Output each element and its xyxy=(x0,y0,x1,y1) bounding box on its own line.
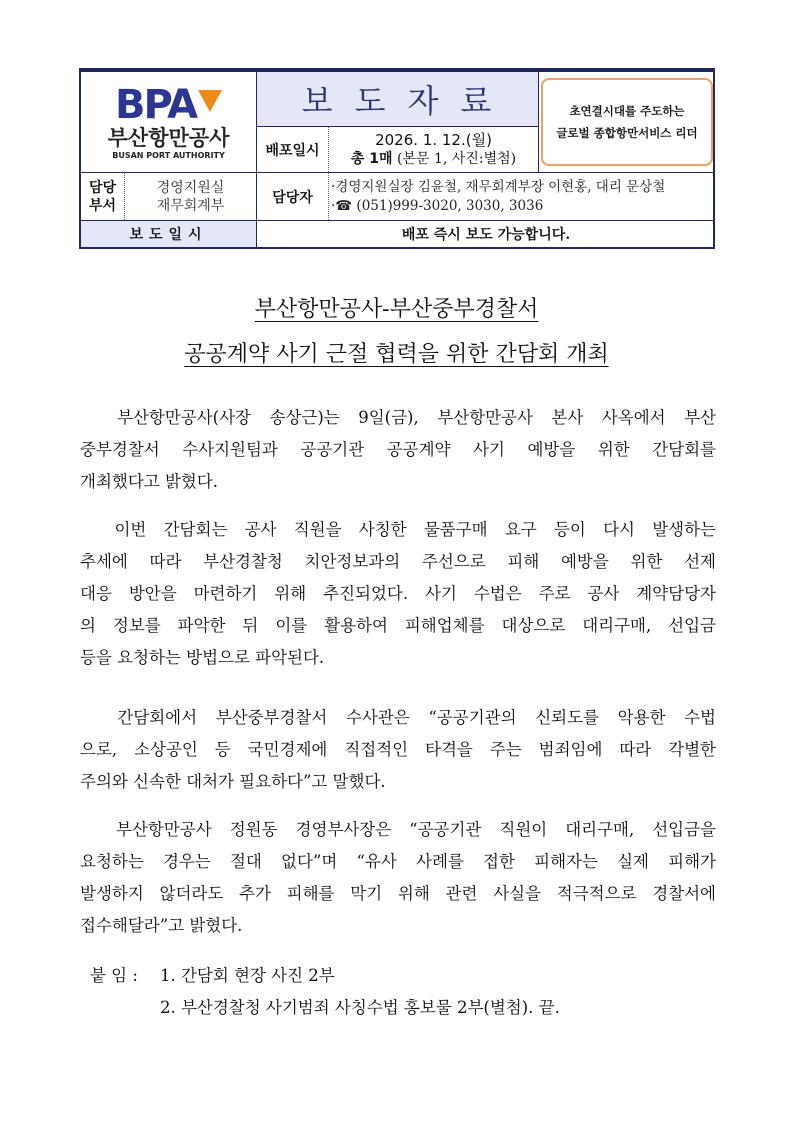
attachment-item-2: 2. 부산경찰청 사기범죄 사칭수법 홍보물 2부(별첨). 끝. xyxy=(160,998,560,1017)
paragraph-line: 주의와 신속한 대처가 필요하다”고 말했다. xyxy=(80,772,386,791)
release-label: 보도일시 xyxy=(81,220,257,247)
page-detail: (본문 1, 사진:별첨) xyxy=(397,150,517,167)
slogan-line-1: 초연결시대를 주도하는 xyxy=(569,104,685,118)
paragraph-line: 으로, 소상공인 등 국민경제에 직접적인 타격을 주는 범죄임에 따라 각별한 xyxy=(80,740,716,759)
dept-1: 경영지원실 xyxy=(156,179,225,196)
paragraph-line: 접수해달라”고 밝혔다. xyxy=(80,916,243,935)
phone-numbers: (051)999-3020, 3030, 3036 xyxy=(356,197,544,214)
bpa-logo xyxy=(81,72,257,172)
paragraph-4 xyxy=(80,814,716,942)
paragraph-line: 부산항만공사 정원동 경영부사장은 “공공기관 직원이 대리구매, 선입금을 xyxy=(80,820,716,839)
dept-label xyxy=(81,172,125,220)
distribution-label: 배포일시 xyxy=(257,127,329,172)
dept-value xyxy=(125,172,257,220)
dept-label-2: 부서 xyxy=(88,197,117,214)
doc-type-title: 보도자료 xyxy=(257,72,539,127)
headline-line-2: 공공계약 사기 근절 협력을 위한 간담회 개최 xyxy=(184,342,609,367)
attachments-label: 붙 임 : xyxy=(90,966,138,985)
paragraph-line: 의 정보를 파악한 뒤 이를 활용하여 피해업체를 대상으로 대리구매, 선입금 xyxy=(80,616,716,635)
bullet: · xyxy=(331,197,336,214)
paragraph-line: 부산항만공사(사장 송상근)는 9일(금), 부산항만공사 본사 사옥에서 부산 xyxy=(80,408,716,427)
triangle-icon xyxy=(198,90,222,112)
headline-line-1: 부산항만공사-부산중부경찰서 xyxy=(254,297,539,322)
paragraph-1 xyxy=(80,402,716,498)
logo-korean-name: 부산항만공사 xyxy=(107,125,230,150)
paragraph-2 xyxy=(80,514,716,674)
paragraph-line: 발생하지 않더라도 추가 피해를 막기 위해 관련 사실을 적극적으로 경찰서에 xyxy=(80,884,716,903)
slogan-line-2: 글로벌 종합항만서비스 리더 xyxy=(556,126,698,140)
distribution-date: 2026. 1. 12.(월) xyxy=(375,130,492,149)
paragraph-line: 중부경찰서 수사지원팀과 공공기관 공공계약 사기 예방을 위한 간담회를 xyxy=(80,440,716,459)
phone-icon: ☎ xyxy=(335,197,353,214)
manager-label: 담당자 xyxy=(257,172,329,220)
paragraph-line: 대응 방안을 마련하기 위해 추진되었다. 사기 수법은 주로 공사 계약담당자 xyxy=(80,584,716,603)
release-value: 배포 즉시 보도 가능합니다. xyxy=(257,220,715,247)
manager-info xyxy=(329,172,715,220)
paragraph-3 xyxy=(80,702,716,798)
paragraph-line: 간담회에서 부산중부경찰서 수사관은 “공공기관의 신뢰도를 악용한 수법 xyxy=(80,708,716,727)
logo-english-name: BUSAN PORT AUTHORITY xyxy=(112,150,225,160)
paragraph-line: 이번 간담회는 공사 직원을 사칭한 물품구매 요구 등이 다시 발생하는 xyxy=(80,520,716,539)
dept-2: 재무회계부 xyxy=(156,197,225,214)
paragraph-line: 요청하는 경우는 절대 없다”며 “유사 사례를 접한 피해자는 실제 피해가 xyxy=(80,852,716,871)
dept-label-1: 담당 xyxy=(88,179,117,196)
paragraph-line: 추세에 따라 부산경찰청 치안정보과의 주선으로 피해 예방을 위한 선제 xyxy=(80,552,716,571)
logo-mark: BPA xyxy=(114,81,197,128)
slogan xyxy=(539,76,715,168)
attachment-item-1: 1. 간담회 현장 사진 2부 xyxy=(160,966,335,985)
page-count: 총 1매 xyxy=(350,150,393,167)
manager-names: ·경영지원실장 김윤철, 재무회계부장 이현홍, 대리 문상철 xyxy=(331,178,666,195)
distribution-info xyxy=(329,127,539,172)
paragraph-line: 등을 요청하는 방법으로 파악된다. xyxy=(80,648,325,667)
press-release-header-table xyxy=(79,68,715,249)
paragraph-line: 개최했다고 밝혔다. xyxy=(80,472,219,491)
